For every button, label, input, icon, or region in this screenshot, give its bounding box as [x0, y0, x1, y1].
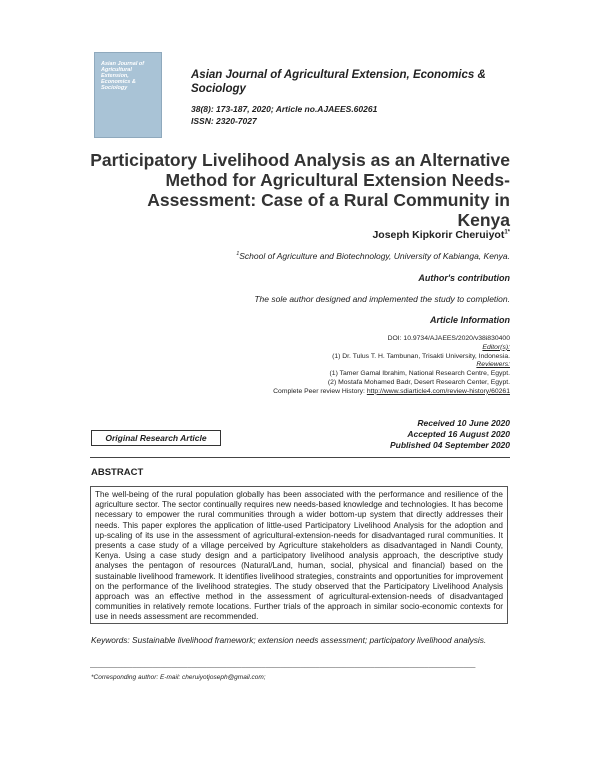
keywords [91, 635, 509, 646]
cover-title: Asian Journal of Agricultural Extension, Economics & Sociology [101, 61, 145, 91]
affiliation [120, 251, 510, 261]
article-info-heading: Article Information [429, 315, 510, 325]
editor-1: (1) Dr. Tulus T. H. Tambunan, Trisakti University, Indonesia. [332, 352, 510, 360]
keywords-label: Keywords: [91, 635, 130, 645]
journal-cover-thumbnail [94, 52, 162, 138]
reviewer-2: (2) Mostafa Mohamed Badr, Desert Research Center, Egypt. [327, 378, 510, 386]
affiliation-mark: 1 [236, 251, 240, 258]
corresponding-author-footnote: *Corresponding author: E-mail: cheruiyotjoseph@gmail.com; [91, 674, 266, 681]
contribution-text: The sole author designed and implemented the study to completion. [254, 294, 510, 304]
author-line [200, 229, 510, 241]
reviewer-1: (1) Tamer Gamal Ibrahim, National Research Centre, Egypt. [329, 370, 510, 378]
abstract-text: The well-being of the rural population globally has been associated with the performance and resilience of the agriculture sector. The sector continually requires new needs-based knowledge and technologies. It has become necessary to empower the rural communities through a wider bottom-up system that directly addresses their needs. This paper explores the application of little-used Participatory Livelihood Analysis for the adoption and up-scaling of its use in the assessment of agricultural-extension-needs for disadvantaged rural communities. It presents a case study of a village perceived by Agriculture stakeholders as disadvantaged in Nandi County, Kenya. Using a case study design and a participatory livelihood analysis approach, the descriptive study analyses the pentagon of resources (Natural/Land, human, social, physical and financial) based on the sustainable livelihood framework. It identifies livelihood strategies, constraints and opportunities for improvement on the performance of the livelihood strategies. The study observed that the Participatory Livelihood Analysis approach was an effective method in the assessment of agricultural-extension-needs of disadvantaged communities in relatively remote locations. Further trials of the approach in similar socio-economic contexts for use in needs assessment are recommended. [95, 490, 503, 622]
reviewers-label: Reviewers: [476, 361, 510, 369]
review-history-link[interactable]: http://www.sdiarticle4.com/review-history/60261 [366, 387, 510, 395]
footnote-separator: ___________________________________________________________________________________________________ [90, 661, 476, 668]
author-marks: 1* [504, 229, 510, 236]
abstract-box [90, 486, 508, 624]
author-name: Joseph Kipkorir Cheruiyot [372, 229, 505, 241]
date-accepted: Accepted 16 August 2020 [407, 429, 510, 439]
paper-title: Participatory Livelihood Analysis as an Alternative Method for Agricultural Extension Needs-Assessment: Case of a Rural Community in Kenya [90, 150, 510, 230]
journal-volume: 38(8): 173-187, 2020; Article no.AJAEES.60261 [191, 104, 378, 114]
review-history-label: Complete Peer review History: [273, 387, 367, 395]
affiliation-text: School of Agriculture and Biotechnology, University of Kabianga, Kenya. [239, 251, 510, 261]
journal-issn: ISSN: 2320-7027 [191, 116, 257, 126]
contribution-heading: Author's contribution [418, 273, 510, 283]
doi: DOI: 10.9734/AJAEES/2020/v38i830400 [387, 335, 510, 342]
date-published: Published 04 September 2020 [390, 440, 510, 450]
abstract-heading: ABSTRACT [91, 467, 144, 478]
editors-label: Editor(s): [482, 343, 510, 351]
keywords-text: Sustainable livelihood framework; extension needs assessment; participatory livelihood analysis. [132, 635, 487, 645]
journal-name: Asian Journal of Agricultural Extension, Economics & Sociology [191, 69, 486, 95]
date-received: Received 10 June 2020 [417, 418, 510, 428]
publication-dates [300, 418, 510, 451]
header-divider [90, 457, 510, 458]
article-info-block [220, 335, 510, 397]
review-history [220, 388, 510, 397]
article-type-badge: Original Research Article [91, 430, 221, 446]
